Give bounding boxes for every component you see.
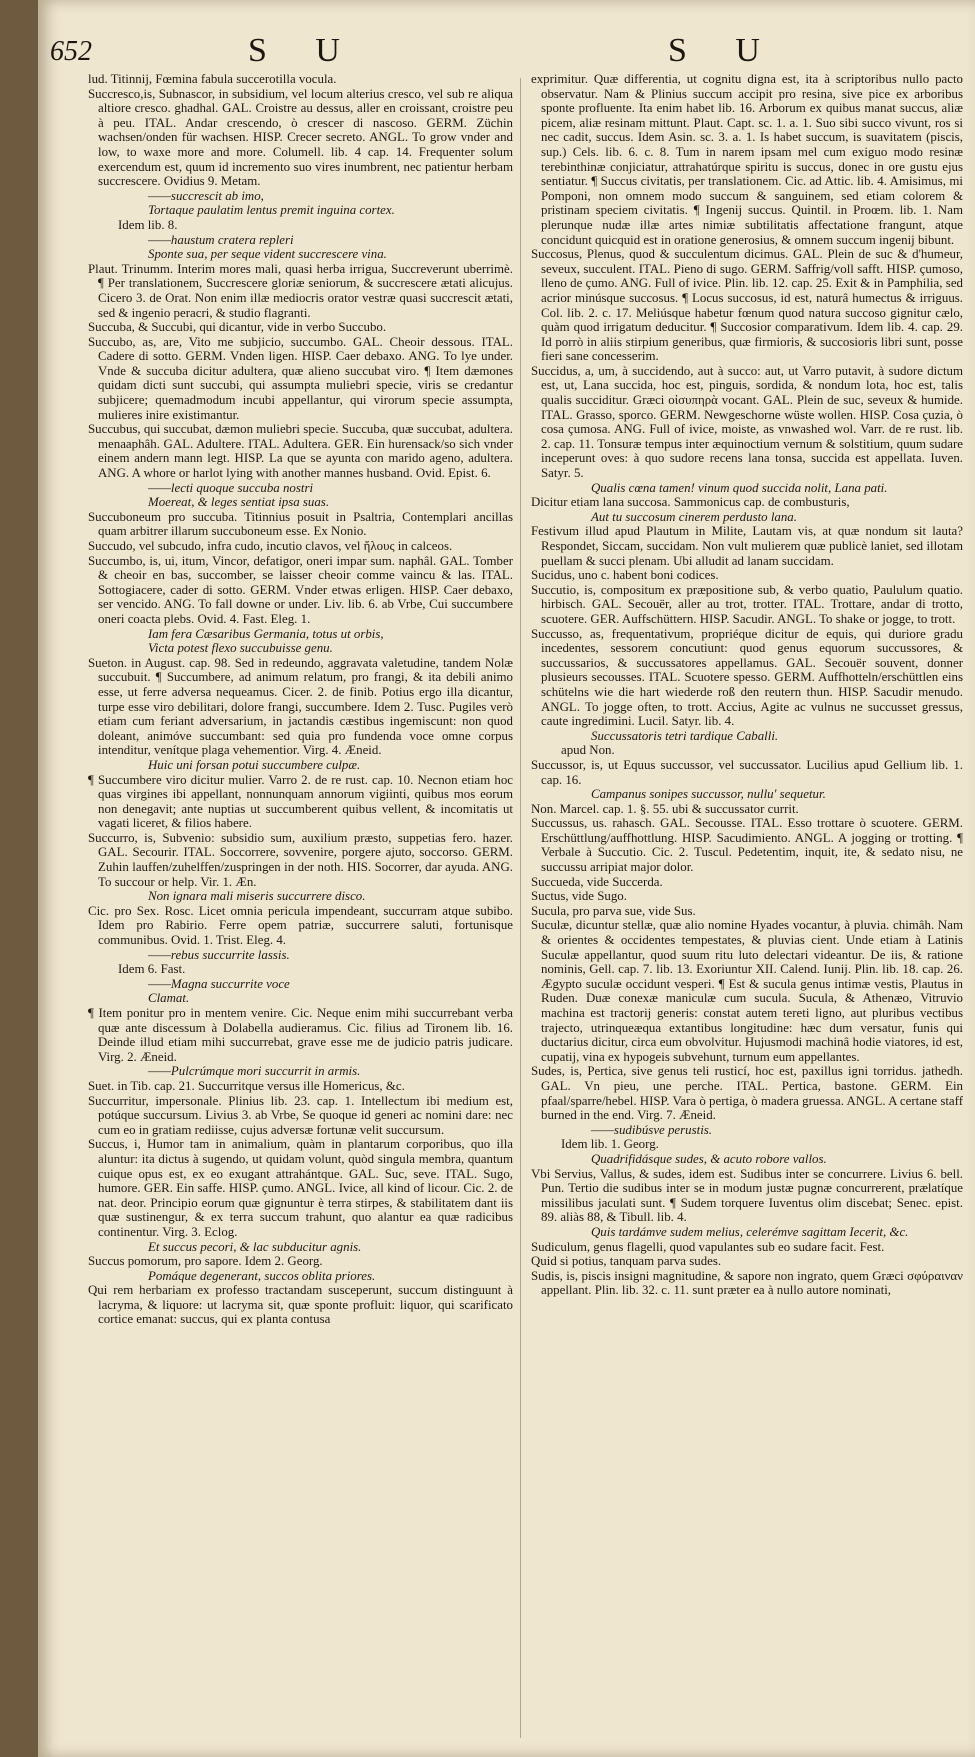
verse-quote: Clamat. [148, 991, 190, 1006]
verse-quote: Iam fera Cæsaribus Germania, totus ut orbis, [148, 626, 384, 641]
entry-text: ¶ Item ponitur pro in mentem venire. Cic. Neque enim mihi succurrebant verba quæ ante discessum à Dolabella audieramus. Cic. filius ad Tironem lib. 16. Deinde illud etiam mihi succurrebat, grave esse me de judicio patris judicare. Virg. 2. Æneid. [88, 1006, 513, 1064]
entry-succubus: Succubus, qui succubat, dæmon muliebri specie. Succuba, quæ succubat, adultera. menaaphâh. GAL. Adultere. ITAL. Adultera. GER. Ein hurensack/so sich vnder einem andern mann legt. HISP. La que se ayunta con marido ageno, adultera. ANG. A whore or harlot lying with another mannes husband. Ovid. Epist. 6. [88, 422, 513, 481]
verse-quote: Huic uni forsan potui succumbere culpæ. [148, 757, 361, 772]
entry-succubo: Succubo, as, are, Vito me subjicio, succumbo. GAL. Cheoir dessous. ITAL. Cadere di sotto. GERM. Vnden ligen. HISP. Caer debaxo. ANG. To lye under. Vnde & succuba dicitur adultera, quæ alieno succubat viro. ¶ Item dæmones quidam dicti sunt succubi, qui assumpta muliebri specie, viris se credantur subjicere; quemadmodum incubi appellantur, qui virorum specie assumpta, mulieres inire existimantur. [88, 334, 513, 422]
left-column [88, 72, 513, 1747]
verse-quote: Quadrifidásque sudes, & acuto robore vallos. [591, 1151, 827, 1166]
verse-quote: ——lecti quoque succuba nostri [148, 480, 314, 495]
entry-text: Plaut. Trinumm. Interim mores mali, quasi herba irrigua, Succreverunt uberrimè. ¶ Per translationem, Succrescere gloriæ seniorum, & succrescere ætati alicujus. Cicero 3. de Orat. Non enim illæ mediocris orator vestræ quasi succrescit ætati, sed & ingenio peracri, & studio flagranti. [88, 261, 513, 320]
entry-suculae: Suculæ, dicuntur stellæ, quæ alio nomine Hyades vocantur, à pluvia. chimâh. Nam & orientes & occidentes tempestates, & pluvias cient. Unde etiam à Latinis Suculæ appellantur, quod suum ritu luto delectari videantur. De iis, & ratione nominis, Gell. cap. 7. lib. 13. Exoriuntur XII. Calend. Iunij. Plin. lib. 18. cap. 26. Ægypto suculæ occidunt vesperi. ¶ Est & sucula genus intimæ vestis, Plautus in Ruden. Duæ conexæ maniculæ cum sucula. Sucula, & Athenæo, Vitruvio machina est tractorij generis: constat autem tereti ligno, aut pluribus vectibus trajecto, utrinqueæqua extantibus longitudine: hæc dum versatur, funis qui ductarius dicitur, circa eum obvolvitur. Hujusmodi machinâ hodie viatores, id est, cupatij, vina ex hypogeis subvehunt, turnum eum appellantes. [531, 918, 963, 1064]
entry-text: Cic. pro Sex. Rosc. Licet omnia pericula impendeant, succurram atque subibo. Idem pro Rabirio. Ferre opem patriæ, succurrere saluti, fortunisque communibus. Ovid. 1. Trist. Eleg. 4. [88, 903, 513, 948]
verse-quote: Campanus sonipes succussor, nullu' sequetur. [591, 787, 826, 802]
verse-quote: Moereat, & leges sentiat ipsa suas. [148, 495, 330, 510]
entry-succussor: Succussor, is, ut Equus succussor, vel succussator. Lucilius apud Gellium lib. 1. cap. 16. [531, 757, 963, 787]
entry-suctus: Suctus, vide Sugo. [531, 889, 627, 904]
entry-text: Suet. in Tib. cap. 21. Succurritque versus ille Homericus, &c. [88, 1078, 405, 1093]
entry-text: Festivum illud apud Plautum in Milite, Lautam vis, at quæ nondum sit lauta? Respondet, Siccam, succidam. Non vult mulierem quæ publicè laniet, sed illotam puellam & succi plenam. Ubi alludit ad lanam succidam. [531, 524, 963, 568]
entry-sudes: Sudes, is, Pertica, sive genus teli rusticí, hoc est, paxillus igni torridus. jathedh. GAL. Vn pieu, une perche. ITAL. Pertica, bastone. GERM. Ein pfaal/sparre/hebel. HISP. Vara ò pertiga, ò madera gruessa. ANGL. A certane staff burned in the end. Virg. 7. Æneid. [531, 1064, 963, 1123]
entry-sucidus: Sucidus, uno c. habent boni codices. [531, 568, 719, 583]
citation: Idem 6. Fast. [118, 962, 186, 977]
book-page [38, 0, 975, 1757]
column-divider [520, 78, 521, 1738]
entry-succudo: Succudo, vel subcudo, infra cudo, incutio clavos, vel ἥλους in calceos. [88, 539, 453, 553]
running-head-right: S U [668, 32, 780, 69]
entry-sucula: Sucula, pro parva sue, vide Sus. [531, 903, 696, 918]
entry-text: Sueton. in August. cap. 98. Sed in redeundo, aggravata valetudine, tandem Nolæ succubuit. ¶ Succumbere, ad animum relatum, pro frangi, & ita debili animo esse, ut ferre adversa nequeamus. Cicer. 2. de finib. Potius ergo illa dicantur, turpe esse viro debilitari, dolore frangi, succumbere. Idem 2. Tusc. Pugiles verò etiam cum feriant adversarium, in jactandis cæstibus ingemiscunt: non quod doleant, animóve succumbant: sed quia pro fundenda voce omne corpus intenditur, venítque plaga vehementior. Virg. 4. Æneid. [88, 655, 513, 758]
entry-succurritur: Succurritur, impersonale. Plinius lib. 23. cap. 1. Intellectum ibi medium est, potúque succursum. Livius 3. ab Vrbe, Se quoque id generi ac nomini dare: nec cum eo in gratiam rediisse, cujus adversæ fortunæ velit succursum. [88, 1093, 513, 1137]
verse-quote: Pomáque degenerant, succos oblita priores. [148, 1268, 376, 1283]
verse-quote: Qualis cœna tamen! vinum quod succida nolit, Lana pati. [591, 480, 888, 495]
entry-text: Vbi Servius, Vallus, & sudes, idem est. Sudibus inter se concurrere. Livius 6. bell. Pun. Tertio die sudibus inter se in modum justæ pugnæ concurrerent, prælatíque missilibus jaculati sunt. ¶ Sudem torquere Iuventus olim discebat; Senec. epist. 89. aliàs 88, & Tibull. lib. 4. [531, 1166, 963, 1225]
verse-quote: Quis tardámve sudem melius, celerémve sagittam Iecerit, &c. [591, 1224, 909, 1239]
citation: Idem lib. 1. Georg. [561, 1137, 659, 1152]
verse-quote: ——Pulcrúmque mori succurrit in armis. [148, 1064, 361, 1079]
entry-succutio: Succutio, is, compositum ex præpositione sub, & verbo quatio, Paululum quatio. hirbisch. GAL. Secouër, aller au trot, trotter. ITAL. Trottare, andar di trotto, scuotere. GER. Auffschüttern. HISP. Sacudir. ANGL. To shake or jogge, to trott. [531, 582, 963, 626]
verse-quote: Succussatoris tetri tardique Caballi. [591, 728, 779, 743]
entry-text: exprimitur. Quæ differentia, ut cognitu digna est, ita à scriptoribus nullo pacto observatur. Nam & Plinius succum accipit pro resina, sive pice ex arboribus sponte profluente. Ita enim habet lib. 16. Arborum ex quibus manat succus, aliæ picem, aliæ resinam mittunt. Plaut. Capt. sc. 1. a. 1. Suo sibi succo vivunt, ros si nec cadit, succus. Idem Asin. sc. 3. a. 1. Is habet succum, is suavitatem (piscis, sup.) Cels. lib. 6. c. 8. Tum in narem ipsam mel cum exiguo modo resinæ terebinthinæ conjiciatur, attrahatúrque spiritu is succus, donec in ore gustu ejus sentiatur. ¶ Succus civitatis, per translationem. Cic. ad Attic. lib. 4. Amisimus, mi Pomponi, non omnem modo succum & sanguinem, sed etiam colorem & pristinam speciem civitatis. ¶ Ingenij succus. Quintil. in Proœm. lib. 1. Nam plerunque nudæ illæ artes nimiæ subtilitatis affectatione frangunt, atque concidunt quicquid est in oratione generosius, & omnem succum ingenij bibunt. [531, 72, 963, 247]
entry-succueda: Succueda, vide Succerda. [531, 874, 663, 889]
verse-quote: Aut tu succosum cinerem perdusto lana. [591, 509, 797, 524]
entry-succresco: Succresco,is, Subnascor, in subsidium, vel locum alterius cresco, vel sub re aliqua altiore cresco. ghadhal. GAL. Croistre au dessus, aller en croissant, croistre peu à peu. ITAL. Andar crescendo, ò crescer di nascoso. GERM. Züchin wachsen/onden für wachsen. HISP. Crecer secreto. ANGL. To grow vnder and low, to waxe more and more. Columell. lib. 4 cap. 14. Frequenter solum exercendum est, quum id incremento suo vires inumbrent, nec patientur herbam succrescere. Ovidius 9. Metam. [88, 86, 513, 189]
entry-sudiculum: Sudiculum, genus flagelli, quod vapulantes sub eo sudare facit. Fest. [531, 1239, 885, 1254]
entry-text: ¶ Succumbere viro dicitur mulier. Varro 2. de re rust. cap. 10. Necnon etiam hoc quas virgines ibi appellant, nonnunquam annorum vigiinti, quibus mos eorum non denegavit; ante nuptias ut succumberent quibus vellent, & incomitatis ut vagati liceret, & filios habere. [88, 772, 513, 831]
right-column [531, 72, 963, 1747]
entry-text: lud. Titinnij, Fœmina fabula succerotilla vocula. [88, 72, 337, 86]
entry-succuba: Succuba, & Succubi, qui dicantur, vide in verbo Succubo. [88, 320, 387, 335]
verse-quote: Victa potest flexo succubuisse genu. [148, 641, 333, 656]
entry-text: Dicitur etiam lana succosa. Sammonicus cap. de combusturis, [531, 495, 850, 510]
page-number: 652 [50, 36, 92, 67]
entry-succosus: Succosus, Plenus, quod & succulentum dicimus. GAL. Plein de suc & d'humeur, seveux, succulent. ITAL. Pieno di sugo. GERM. Saffrig/voll safft. HISP. çumoso, lleno de çumo. ANG. Full of ivice. Plin. lib. 12. cap. 25. Exit & in Pamphilia, sed acrior minúsque succosus. ¶ Locus succosus, id est, naturâ humectus & irriguus. Col. lib. 2. c. 17. Meliúsque habetur fœnum quod natura succoso gignitur cælo, quàm quod irrigatum deducitur. ¶ Succosior comparativum. Idem lib. 4. cap. 29. Id porrò in aliis stirpium generibus, quæ firmioris, & succosioris libri sunt, posse fieri sane concesserim. [531, 247, 963, 364]
entry-succurro: Succurro, is, Subvenio: subsidio sum, auxilium præsto, suppetias fero. hazer. GAL. Secourir. ITAL. Soccorrere, sovvenire, porgere ajuto, soccorso. GERM. Zuhin lauffen/zuhelffen/zuspringen in der noth. HIS. Socorrer, dar ayuda. ANG. To succour or help. Vir. 1. Æn. [88, 830, 513, 889]
verse-quote: Non ignara mali miseris succurrere disco. [148, 889, 366, 904]
verse-quote: ——haustum cratera repleri [148, 232, 294, 247]
entry-succidus: Succidus, a, um, à succidendo, aut à succo: aut, ut Varro putavit, à sudore dictum est, ut, Lana succida, hoc est, pinguis, sordida, & nondum lota, hoc est, talis qualis succiditur. Græci οἰσυπηρὰ vocant. GAL. Plein de suc, seveux & humide. ITAL. Grasso, sporco. GERM. Newgeschorne wüste wollen. HISP. Cosa çuzia, ò cosa çumosa. ANG. Full of ivice, moiste, as vnwashed wol. Varr. de re rust. lib. 2. cap. 11. Tonsuræ tempus inter æquinoctium vernum & solstitium, quum sudare inceperunt oves: à quo sudore recens lana tonsa, succida est appellata. Iuven. Satyr. 5. [531, 363, 963, 481]
verse-quote: Tortaque paulatim lentus premit inguina cortex. [148, 203, 395, 218]
entry-text: Non. Marcel. cap. 1. §. 55. ubi & succussator currit. [531, 801, 799, 816]
entry-text: Qui rem herbariam ex professo tractandam susceperunt, succum distinguunt à lacryma, & liquore: ut lacryma sit, quæ sponte profluit: liquor, qui scarificato cortice emanat: succus, qui ex planta contusa [88, 1283, 513, 1327]
entry-succus: Succus, i, Humor tam in animalium, quàm in plantarum corporibus, quo illa aluntur: ita dictus à sugendo, ut quidam volunt, quòd singula membra, quantum cuique opus est, ex eo exugant attrahántque. GAL. Suc, seve. ITAL. Sugo, humore. GER. Ein saffe. HISP. çumo. ANGL. Ivice, all kind of licour. Cic. 2. de nat. deor. Principio eorum quæ gignuntur è terra stirpes, & stabilitatem dant iis quæ sustinengur, & ex terra succum trahunt, quo alantur ea quæ radicibus continentur. Virg. 3. Eclog. [88, 1137, 513, 1239]
entry-text: Quid si potius, tanquam parva sudes. [531, 1254, 722, 1269]
running-head-left: S U [248, 32, 360, 69]
entry-text: Succus pomorum, pro sapore. Idem 2. Georg. [88, 1254, 323, 1269]
verse-quote: ——succrescit ab imo, [148, 188, 264, 203]
verse-quote: ——sudibúsve perustis. [591, 1122, 713, 1137]
verse-quote: Et succus pecori, & lac subducitur agnis. [148, 1239, 362, 1254]
entry-succumbo: Succumbo, is, ui, itum, Vincor, defatigor, oneri impar sum. naphâl. GAL. Tomber & cheoir en bas, succomber, se laisser cheoir comme vaincu & las. ITAL. Sottogiacere, cader di sotto. GERM. Vnder etwas erligen. HISP. Caer debaxo, ser vencido. ANG. To fall downe or under. Liv. lib. 6. ab Vrbe, Cui succumbere oneri coacta plebs. Ovid. 4. Fast. Eleg. 1. [88, 553, 513, 626]
verse-quote: Sponte sua, per seque vident succrescere vina. [148, 247, 387, 262]
entry-sudis: Sudis, is, piscis insigni magnitudine, & sapore non ingrato, quem Græci σφύραιναν appellant. Plin. lib. 32. c. 11. sunt præter ea à nullo autore nominati, [531, 1268, 963, 1298]
verse-quote: ——rebus succurrite lassis. [148, 947, 290, 962]
citation: apud Non. [561, 743, 615, 758]
citation: Idem lib. 8. [118, 217, 178, 232]
entry-succuboneum: Succuboneum pro succuba. Titinnius posuit in Psaltria, Contemplari ancillas quam arbitrer illarum succuboneum esse. Ex Nonio. [88, 509, 513, 539]
entry-succusso: Succusso, as, frequentativum, propriéque dicitur de equis, qui duriore gradu incedentes, sessorem concutiunt: quod genus equorum succussores, & succussarios, & succussatores appellamus. GAL. Secouër souvent, donner plusieurs secousses. ITAL. Scuotere spesso. GERM. Auffhotteln/erschüttlen eins schütelns wie die hart wiederde roß den reutern thun. HISP. Sacudir menudo. ANGL. To jogge often, to trott. Accius, Agite ac vulnus ne succusset gressus, caute ingredimini. Lucil. Satyr. lib. 4. [531, 626, 963, 729]
entry-succussus: Succussus, us. rahasch. GAL. Secousse. ITAL. Esso trottare ò scuotere. GERM. Erschüttlung/auffhottlung. HISP. Sacudimiento. ANGL. A jogging or trotting. ¶ Verbale à Succutio. Cic. 2. Tuscul. Pedetentim, inquit, ite, & sedato nisu, ne succussu arripiat major dolor. [531, 816, 963, 875]
verse-quote: ——Magna succurrite voce [148, 976, 290, 991]
